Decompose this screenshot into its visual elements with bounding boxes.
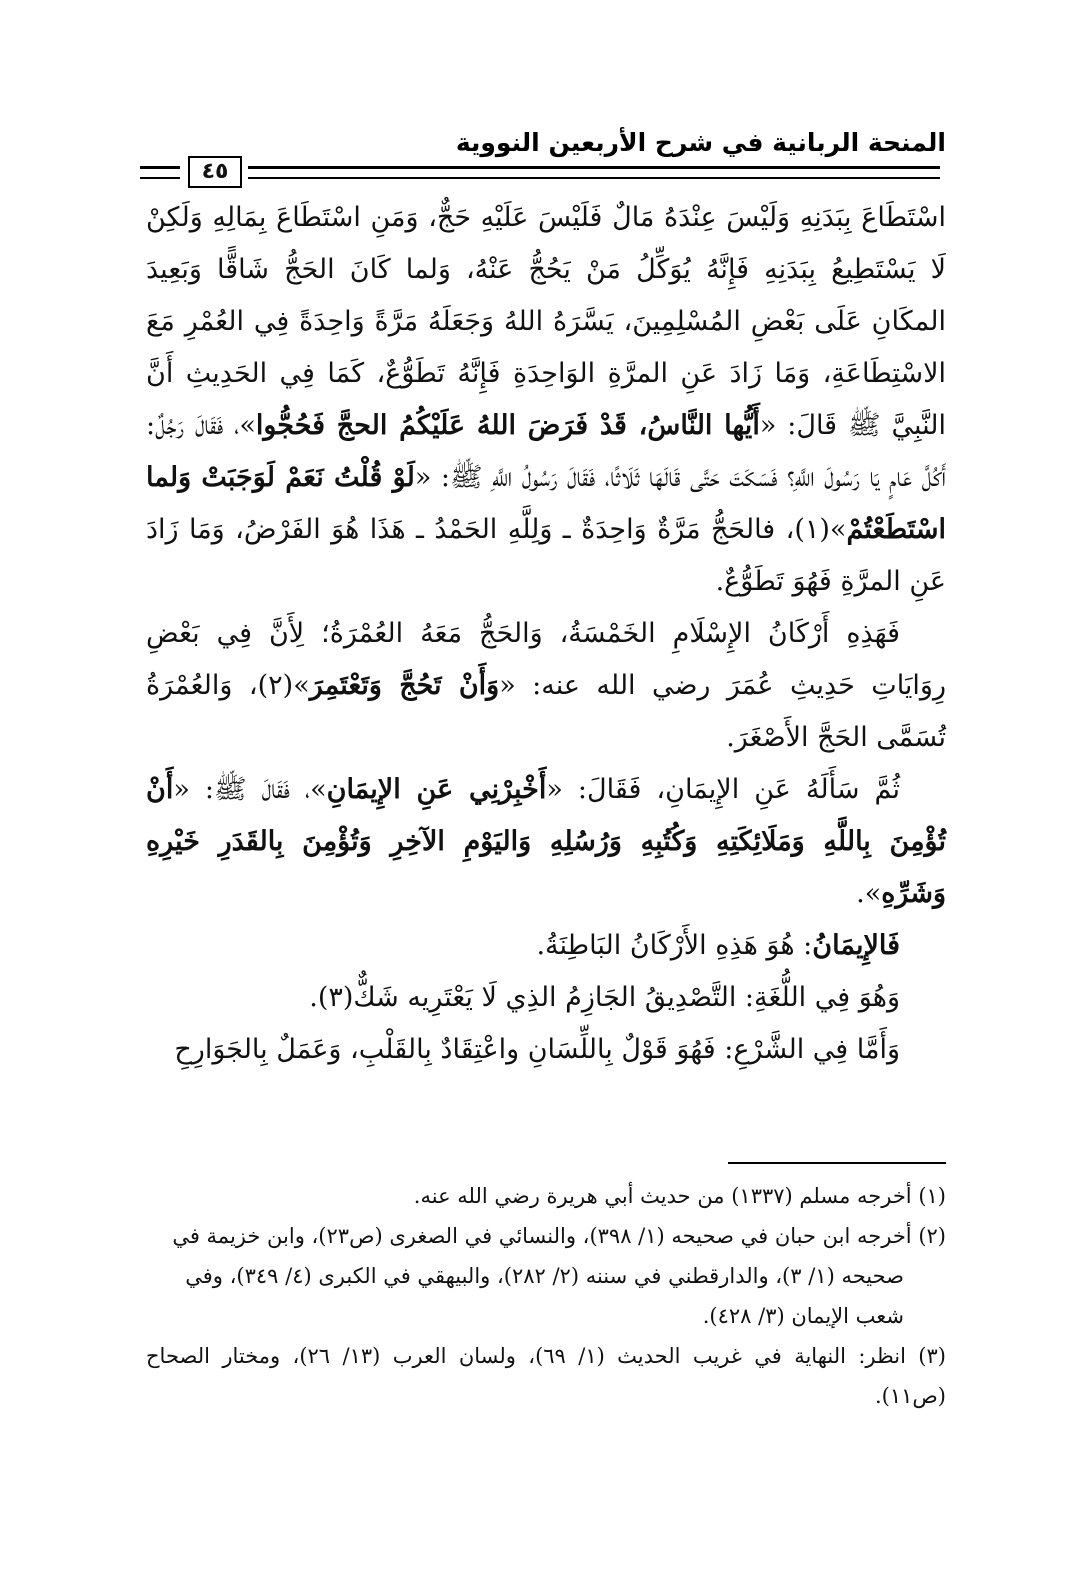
paragraph-1-text: اسْتَطَاعَ بِبَدَنِهِ وَلَيْسَ عِنْدَهُ مَالٌ فَلَيْسَ عَلَيْهِ حَجٌّ، وَمَنِ اسْتَطَاعَ بِمَالِهِ وَلَكِنْ لَا يَسْتَطِيعُ بِبَدَنِهِ فَإِنَّهُ يُوَكِّلُ مَنْ يَحُجُّ عَنْهُ، وَلما كَانَ الحَجُّ شَاقًّا وَبَعِيدَ المكَانِ عَلَى بَعْضِ المُسْلِمِينَ، يَسَّرَهُ اللهُ وَجَعَلَهُ مَرَّةً وَاحِدَةً فِي العُمْرِ مَعَ الاسْتِطَاعَةِ، وَمَا زَادَ عَنِ المرَّةِ الوَاحِدَةِ فَإِنَّهُ تَطَوُّعٌ، كَمَا فِي الحَدِيثِ أَنَّ النَّبِيَّ ﷺ قَالَ: « — [146, 202, 947, 441]
paragraph-4 — [146, 920, 946, 972]
main-text — [146, 192, 946, 1076]
header-rule-left — [140, 166, 180, 179]
footnotes — [146, 1176, 946, 1416]
footnote-2-line-2: صحيحه (١/ ٣)، والدارقطني في سننه (٢/ ٢٨٢)، والبيهقي في الكبرى (٤/ ٣٤٩)، وفي — [185, 1264, 904, 1288]
paragraph-1-text: »، فَقَالَ رَجُلٌ: أَكُلَّ عَامٍ يَا رَسُولَ اللَّهِ؟ فَسَكَتَ حَتَّى قَالَهَا ثَلَاثًا، فَقَالَ رَسُولُ اللَّهِ ﷺ: « — [146, 410, 946, 493]
footnote-2-line-3: شعب الإيمان (٣/ ٤٢٨). — [702, 1304, 904, 1328]
footnote-separator — [728, 1162, 946, 1164]
footnote-2: (٢) أخرجه ابن حبان في صحيحه (١/ ٣٩٨)، والنسائي في الصغرى (ص٢٣)، وابن خزيمة في — [172, 1224, 946, 1248]
paragraph-1-text: »(١)، فالحَجُّ مَرَّةٌ وَاحِدَةٌ ـ وَلِلَّهِ الحَمْدُ ـ هَذَا هُوَ الفَرْضُ، وَمَا زَادَ عَنِ المرَّةِ فَهُوَ تَطَوُّعٌ. — [146, 514, 946, 597]
paragraph-3-text: ». — [856, 878, 882, 909]
hadith-quote: أَخْبِرْنِي عَنِ الإِيمَانِ — [326, 774, 547, 805]
paragraph-3-text: »، فَقَالَ ﷺ: « — [173, 774, 327, 805]
running-title: المنحة الربانية في شرح الأربعين النووية — [455, 128, 946, 157]
header-rule-right — [248, 166, 940, 179]
hadith-quote: أَنْ تُؤْمِنَ بِاللَّهِ وَمَلَائِكَتِهِ وَكُتُبِهِ وَرُسُلِهِ وَاليَوْمِ الآخِرِ وَتُؤْمِنَ بِالقَدَرِ خَيْرِهِ وَشَرِّهِ — [146, 774, 946, 909]
paragraph-3-text: ثُمَّ سَأَلَهُ عَنِ الإِيمَانِ، فَقَالَ: « — [546, 774, 900, 805]
paragraph-2 — [146, 608, 946, 764]
hadith-quote: أَيُّها النَّاسُ، قَدْ فَرَضَ اللهُ عَلَيْكُمُ الحجَّ فَحُجُّوا — [255, 410, 760, 441]
paragraph-3 — [146, 764, 946, 920]
page-number: ٤٥ — [188, 156, 242, 188]
footnote-1: (١) أخرجه مسلم (١٣٣٧) من حديث أبي هريرة رضي الله عنه. — [413, 1184, 946, 1208]
footnote-3: (٣) انظر: النهاية في غريب الحديث (١/ ٦٩)، ولسان العرب (١٣/ ٢٦)، ومختار الصحاح (ص١١). — [146, 1344, 946, 1408]
hadith-quote: لَوْ قُلْتُ نَعَمْ لَوَجَبَتْ وَلما اسْتَطَعْتُمْ — [146, 462, 946, 545]
paragraph-1 — [146, 192, 946, 608]
paragraph-4-text: : هُوَ هَذِهِ الأَرْكَانُ البَاطِنَةُ. — [536, 930, 813, 961]
paragraph-2-text: »(٢)، وَالعُمْرَةُ تُسَمَّى الحَجَّ الأَصْغَرَ. — [146, 670, 946, 753]
term-heading: فَالإِيمَانُ — [812, 930, 900, 961]
hadith-quote: وَأَنْ تَحُجَّ وَتَعْتَمِرَ — [309, 670, 500, 701]
paragraph-6: وَأَمَّا فِي الشَّرْعِ: فَهُوَ قَوْلٌ بِاللِّسَانِ واعْتِقَادٌ بِالقَلْبِ، وَعَمَلٌ بِالجَوَارِحِ — [174, 1034, 900, 1065]
paragraph-2-text: فَهَذِهِ أَرْكَانُ الإِسْلَامِ الخَمْسَةُ، وَالحَجُّ مَعَهُ العُمْرَةُ؛ لِأَنَّ فِي بَعْضِ رِوَايَاتِ حَدِيثِ عُمَرَ رضي الله عنه: « — [146, 618, 947, 701]
paragraph-5: وَهُوَ فِي اللُّغَةِ: التَّصْدِيقُ الجَازِمُ الذِي لَا يَعْتَرِيه شَكٌّ(٣). — [309, 982, 900, 1013]
header-rule — [140, 156, 940, 188]
